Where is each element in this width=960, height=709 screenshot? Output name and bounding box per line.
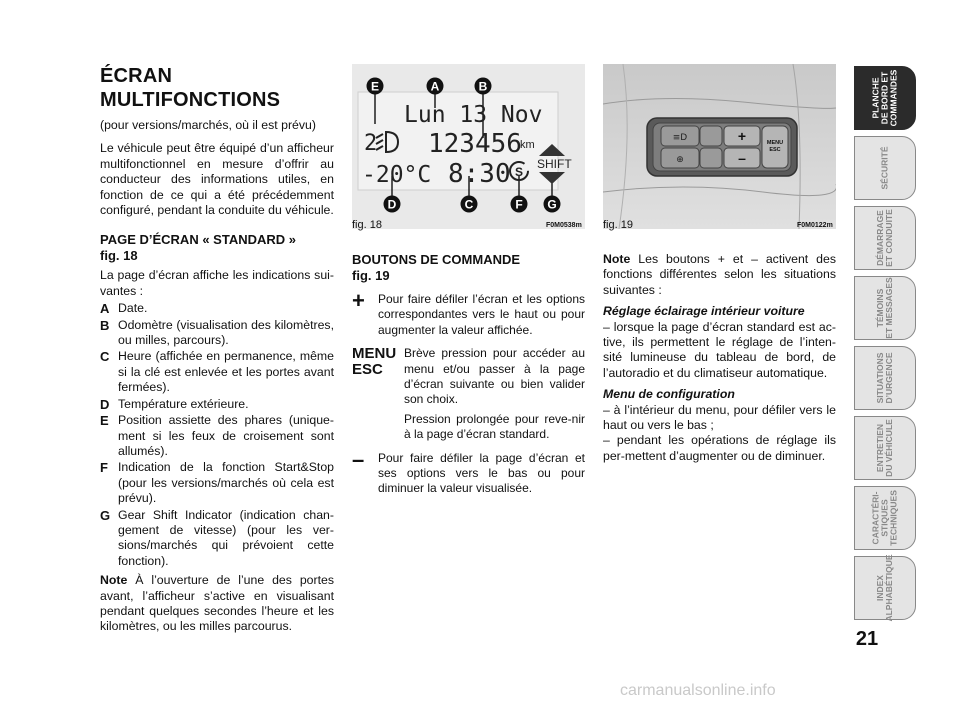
tab-caracteristiques[interactable]: CARACTÉRI- STIQUES TECHNIQUES — [854, 486, 916, 550]
svg-text:MENU: MENU — [766, 140, 784, 146]
figure-19-caption: fig. 19 — [603, 219, 633, 231]
svg-text:B: B — [478, 79, 488, 94]
menu-esc-button-description: MENU ESC Brève pression pour accéder au menu et/ou passer à la page d’écran suivante ou bien valider son choix. Pression prolongée pour reve-nir à la page d’écran standard. — [352, 345, 585, 442]
svg-text:+: + — [737, 128, 747, 144]
svg-text:–: – — [738, 150, 746, 166]
standard-page-items — [100, 301, 334, 569]
list-item: F Indication de la fonction Start&Stop (pour les versions/marchés où cela est prévu). — [100, 460, 334, 506]
tab-demarrage[interactable]: DÉMARRAGE ET CONDUITE — [854, 206, 916, 270]
menu-esc-symbol: MENU ESC — [352, 345, 397, 379]
watermark: carmanualsonline.info — [620, 682, 776, 699]
list-item: A Date. — [100, 301, 148, 317]
minus-button[interactable] — [724, 148, 760, 168]
figure-18-code: F0M0538m — [546, 222, 582, 229]
tab-planche-de-bord[interactable]: PLANCHE DE BORD ET COMMANDES — [854, 66, 916, 130]
main-column-middle — [352, 252, 585, 497]
display-km-unit: km — [520, 139, 535, 151]
fog-light-button[interactable] — [661, 148, 699, 168]
interior-lighting-text: – lorsque la page d’écran standard est ac-tive, ils permettent le réglage de l’inten-sité lumineuse du tableau de bord, de l’autoradio et du climatiseur automatique. — [603, 319, 836, 380]
figure-19-dashboard-controls — [603, 64, 836, 229]
interior-lighting-heading: Réglage éclairage intérieur voiture — [603, 304, 805, 319]
section-title-line2: MULTIFONCTIONS — [100, 89, 281, 111]
list-item: B Odomètre (visualisation des kilomètres, ou milles, parcours). — [100, 317, 334, 348]
headlight-adjust-button[interactable] — [661, 126, 699, 146]
svg-text:ESC: ESC — [769, 147, 781, 153]
figure-19-code: F0M0122m — [797, 222, 833, 229]
plus-button[interactable] — [724, 126, 760, 146]
callout-B — [475, 78, 492, 95]
list-item: E Position assiette des phares (unique-ment si les feux de croisement sont allumés). — [100, 413, 334, 458]
figure-18-display — [352, 64, 585, 229]
tab-situations-urgence[interactable]: SITUATIONS D’URGENCE — [854, 346, 916, 410]
tab-temoins[interactable]: TÉMOINS ET MESSAGES — [854, 276, 916, 340]
config-menu-heading: Menu de configuration — [603, 387, 735, 402]
svg-text:≡D: ≡D — [672, 133, 688, 143]
list-item: G Gear Shift Indicator (indication chan-gement de vitesse) (pour les ver-sions/marchés qui prévoient cette fonction). — [100, 507, 334, 568]
main-column-left — [100, 64, 334, 635]
config-menu-text-1: – à l’intérieur du menu, pour défiler vers le haut ou vers le bas ; — [603, 402, 836, 433]
multifunction-display-illustration — [352, 64, 585, 229]
config-menu-text-2: – pendant les opérations de réglage ils per-mettent d’augmenter ou de diminuer. — [603, 433, 836, 463]
svg-text:C: C — [464, 197, 474, 212]
list-item: C Heure (affichée en permanence, même si la clé est enlevée et les portes avant fermées). — [100, 349, 334, 395]
svg-text:G: G — [547, 197, 557, 212]
plus-button-description: + Pour faire défiler l’écran et les options correspondantes vers le haut ou pour augmenter la valeur affichée. — [352, 288, 585, 337]
rear-fog-button[interactable] — [700, 148, 722, 168]
plus-symbol: + — [352, 288, 365, 313]
menu-esc-button[interactable] — [762, 126, 788, 168]
display-shift: SHIFT — [537, 157, 572, 171]
display-odometer: 123456 — [428, 129, 522, 159]
svg-text:S: S — [515, 165, 524, 179]
section-intro: Le véhicule peut être équipé d’un afficheur multifonctionnel en mesure d’offrir au conducteur des informations utiles, en fonction de ce qui a été précédemment configuré, pendant la conduite du véhicule. — [100, 141, 334, 218]
svg-text:A: A — [430, 79, 440, 94]
tab-securite[interactable]: SÉCURITÉ — [854, 136, 916, 200]
standard-page-intro: La page d’écran affiche les indications sui-vantes : — [100, 268, 334, 298]
page-number: 21 — [855, 628, 879, 650]
figure-18-caption: fig. 18 — [352, 219, 382, 231]
svg-text:F: F — [515, 197, 523, 212]
buttons-heading: BOUTONS DE COMMANDE fig. 19 — [352, 252, 521, 283]
display-time: 8:30 — [448, 159, 511, 189]
callout-E — [367, 78, 384, 95]
tab-entretien[interactable]: ENTRETIEN DU VÉHICULE — [854, 416, 916, 480]
dashboard-controls-illustration — [603, 64, 836, 229]
minus-symbol: – — [352, 446, 365, 472]
list-item: D Température extérieure. — [100, 396, 249, 412]
svg-text:D: D — [387, 197, 397, 212]
section-subtitle: (pour versions/marchés, où il est prévu) — [100, 118, 316, 132]
standard-page-note: Note À l’ouverture de l’une des portes avant, l’afficheur s’active en visualisant pendant quelques secondes l’heure et les kilomètres, ou les milles parcourus. — [100, 573, 334, 634]
standard-page-heading: PAGE D’ÉCRAN « STANDARD » fig. 18 — [100, 232, 296, 264]
callout-A — [427, 78, 444, 95]
callout-G — [544, 196, 561, 213]
section-title-line1: ÉCRAN — [100, 65, 173, 87]
main-column-right — [603, 252, 836, 464]
callout-C — [461, 196, 478, 213]
buttons-note: Note Les boutons + et – activent des fonctions différentes selon les situations suivantes : — [603, 252, 836, 297]
callout-D — [384, 196, 401, 213]
display-date: Lun 13 Nov — [404, 102, 543, 128]
callout-F — [511, 196, 528, 213]
instrument-light-button[interactable] — [700, 126, 722, 146]
tab-index[interactable]: INDEX ALPHABÉTIQUE — [854, 556, 916, 620]
minus-button-description: – Pour faire défiler la page d’écran et ses options vers le bas ou pour diminuer la valeur visualisée. — [352, 446, 585, 496]
display-temperature: -20°C — [362, 162, 432, 188]
display-beam-level: 2 — [364, 131, 378, 156]
svg-text:⊕: ⊕ — [676, 155, 684, 165]
svg-text:E: E — [370, 79, 380, 94]
